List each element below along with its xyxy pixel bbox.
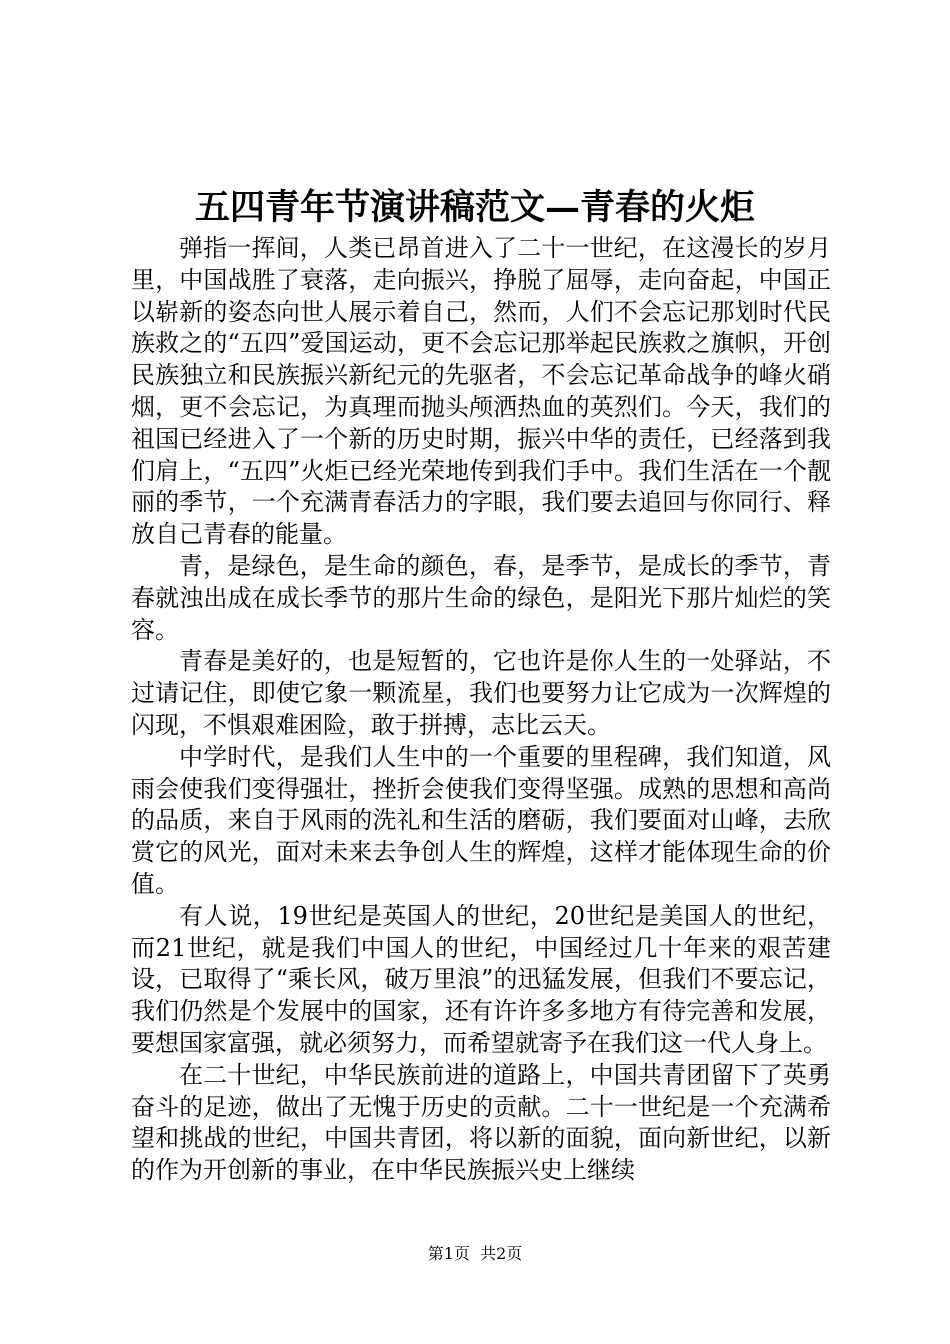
page-total: 共2页 [480, 1244, 523, 1263]
page-footer [0, 1242, 950, 1266]
paragraph-3: 青春是美好的，也是短暂的，它也许是你人生的一处驿站，不过请记住，即使它象一颗流星，我们也要努力让它成为一次辉煌的闪现，不惧艰难困险，敢于拼搏，志比云天。 [131, 647, 831, 739]
paragraph-1: 弹指一挥间，人类已昂首进入了二十一世纪，在这漫长的岁月里，中国战胜了衰落，走向振兴，挣脱了屈辱，走向奋起，中国正以崭新的姿态向世人展示着自己，然而，人们不会忘记那划时代民族救之的“五四”爱国运动，更不会忘记那举起民族救之旗帜，开创民族独立和民族振兴新纪元的先驱者，不会忘记革命战争的峰火硝烟，更不会忘记，为真理而抛头颅洒热血的英烈们。今天，我们的祖国已经进入了一个新的历史时期，振兴中华的责任，已经落到我们肩上，“五四”火炬已经光荣地传到我们手中。我们生活在一个靓丽的季节，一个充满青春活力的字眼，我们要去追回与你同行、释放自己青春的能量。 [131, 234, 831, 549]
paragraph-2: 青，是绿色，是生命的颜色，春，是季节，是成长的季节，青春就浊出成在成长季节的那片生命的绿色，是阳光下那片灿烂的笑容。 [131, 551, 831, 644]
paragraph-4: 中学时代，是我们人生中的一个重要的里程碑，我们知道，风雨会使我们变得强壮，挫折会使我们变得坚强。成熟的思想和高尚的品质，来自于风雨的洗礼和生活的磨砺，我们要面对山峰，去欣赏它的风光，面对未来去争创人生的辉煌，这样才能体现生命的价值。 [131, 742, 831, 898]
document-title: 五四青年节演讲稿范文—青春的火炬 [194, 187, 755, 228]
paragraph-5: 有人说，19世纪是英国人的世纪，20世纪是美国人的世纪，而21世纪，就是我们中国人的世纪，中国经过几十年来的艰苦建设，已取得了“乘长风，破万里浪”的迅猛发展，但我们不要忘记，我们仍然是个发展中的国家，还有许许多多地方有待完善和发展，要想国家富强，就必须努力，而希望就寄予在我们这一代人身上。 [131, 901, 831, 1057]
document-body [131, 233, 831, 1187]
page-number: 第1页 [427, 1244, 470, 1263]
paragraph-6: 在二十世纪，中华民族前进的道路上，中国共青团留下了英勇奋斗的足迹，做出了无愧于历史的贡献。二十一世纪是一个充满希望和挑战的世纪，中国共青团，将以新的面貌，面向新世纪，以新的作为开创新的事业，在中华民族振兴史上继续 [131, 1060, 831, 1185]
